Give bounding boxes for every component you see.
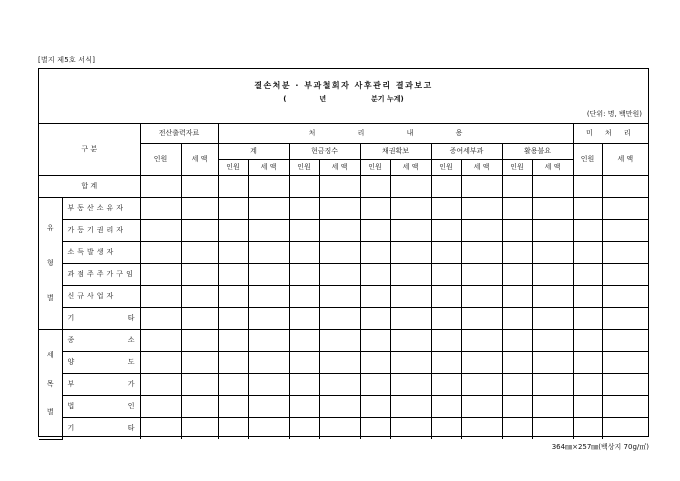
report-title: 결손처분 · 부과철회자 사후관리 결과보고 [254, 81, 433, 90]
group-label [39, 198, 62, 330]
data-cell[interactable] [461, 418, 502, 440]
data-cell[interactable] [431, 198, 461, 220]
row-label [62, 308, 140, 330]
data-cell[interactable] [390, 352, 431, 374]
data-cell[interactable] [319, 176, 360, 198]
data-cell[interactable] [602, 198, 648, 220]
data-cell[interactable] [461, 176, 502, 198]
group-label-char: 별 [46, 294, 54, 303]
data-cell[interactable] [390, 308, 431, 330]
data-cell[interactable] [532, 396, 573, 418]
data-cell[interactable] [218, 374, 248, 396]
data-cell[interactable] [573, 242, 602, 264]
data-cell[interactable] [218, 396, 248, 418]
group-label [39, 330, 62, 440]
data-cell[interactable] [461, 396, 502, 418]
category-header: 구 분 [39, 124, 140, 176]
data-cell[interactable] [431, 242, 461, 264]
data-cell[interactable] [218, 308, 248, 330]
period-open: ( [283, 95, 287, 103]
group-label-char: 형 [46, 258, 54, 267]
row-label [62, 330, 140, 352]
data-cell[interactable] [502, 286, 532, 308]
data-cell[interactable] [218, 198, 248, 220]
data-cell[interactable] [289, 374, 319, 396]
data-cell[interactable] [573, 418, 602, 440]
data-cell[interactable] [248, 330, 289, 352]
sub-persons-header: 인원 [218, 160, 248, 176]
row-label-start: 기 [67, 424, 75, 432]
row-label-end: 도 [127, 358, 135, 366]
data-cell[interactable] [140, 198, 181, 220]
data-cell[interactable] [319, 264, 360, 286]
row-label: 신규사업자 [62, 286, 140, 308]
data-cell[interactable] [502, 352, 532, 374]
row-label [62, 418, 140, 440]
unprocessed-persons-header: 인원 [573, 144, 602, 176]
data-cell[interactable] [248, 198, 289, 220]
data-cell[interactable] [502, 374, 532, 396]
data-cell[interactable] [602, 308, 648, 330]
data-cell[interactable] [140, 176, 181, 198]
data-cell[interactable] [360, 308, 390, 330]
data-cell[interactable] [360, 242, 390, 264]
data-cell[interactable] [360, 418, 390, 440]
report-table [39, 123, 648, 440]
data-cell[interactable] [360, 198, 390, 220]
row-label-start: 부 [67, 380, 75, 388]
data-cell[interactable] [289, 418, 319, 440]
data-cell[interactable] [319, 220, 360, 242]
data-cell[interactable] [181, 176, 218, 198]
data-cell[interactable] [360, 264, 390, 286]
data-cell[interactable] [181, 286, 218, 308]
row-label-end: 인 [127, 402, 135, 410]
period-quarter: 분기 누계) [371, 95, 404, 103]
sub-persons-header: 인원 [431, 160, 461, 176]
sub-header-bond: 채권확보 [360, 144, 431, 160]
data-cell[interactable] [532, 264, 573, 286]
data-cell[interactable] [289, 286, 319, 308]
report-frame [38, 68, 649, 437]
data-cell[interactable] [532, 242, 573, 264]
data-cell[interactable] [289, 242, 319, 264]
sub-persons-header: 인원 [289, 160, 319, 176]
data-cell[interactable] [140, 418, 181, 440]
data-cell[interactable] [248, 352, 289, 374]
data-cell[interactable] [218, 352, 248, 374]
data-cell[interactable] [502, 176, 532, 198]
data-cell[interactable] [140, 286, 181, 308]
data-cell[interactable] [573, 308, 602, 330]
data-cell[interactable] [532, 286, 573, 308]
group-label-char: 세 [46, 351, 54, 360]
data-cell[interactable] [573, 220, 602, 242]
data-cell[interactable] [602, 264, 648, 286]
sub-header-cash: 현금징수 [289, 144, 360, 160]
data-cell[interactable] [289, 198, 319, 220]
data-cell[interactable] [319, 374, 360, 396]
row-label-start: 양 [67, 358, 75, 366]
data-cell[interactable] [248, 220, 289, 242]
data-cell[interactable] [502, 198, 532, 220]
data-cell[interactable] [532, 374, 573, 396]
row-label-end: 타 [127, 314, 135, 322]
data-cell[interactable] [319, 308, 360, 330]
data-cell[interactable] [431, 396, 461, 418]
sub-tax-header: 세 액 [532, 160, 573, 176]
data-cell[interactable] [390, 264, 431, 286]
output-tax-header: 세 액 [181, 144, 218, 176]
data-cell[interactable] [248, 286, 289, 308]
data-cell[interactable] [360, 286, 390, 308]
data-cell[interactable] [319, 286, 360, 308]
data-cell[interactable] [140, 396, 181, 418]
data-cell[interactable] [248, 374, 289, 396]
data-cell[interactable] [360, 352, 390, 374]
sub-header-gift-tax: 증여세부과 [431, 144, 502, 160]
data-cell[interactable] [431, 352, 461, 374]
sub-persons-header: 인원 [360, 160, 390, 176]
data-cell[interactable] [218, 286, 248, 308]
row-label: 부동산소유자 [62, 198, 140, 220]
data-cell[interactable] [461, 352, 502, 374]
data-cell[interactable] [532, 176, 573, 198]
data-cell[interactable] [140, 220, 181, 242]
data-cell[interactable] [431, 286, 461, 308]
data-cell[interactable] [573, 330, 602, 352]
row-label-start: 기 [67, 314, 75, 322]
row-label: 과점주주가구임 [62, 264, 140, 286]
sub-header-total: 계 [218, 144, 289, 160]
data-cell[interactable] [319, 242, 360, 264]
data-cell[interactable] [602, 286, 648, 308]
data-cell[interactable] [573, 176, 602, 198]
data-cell[interactable] [289, 352, 319, 374]
data-cell[interactable] [602, 330, 648, 352]
data-cell[interactable] [181, 198, 218, 220]
data-cell[interactable] [602, 176, 648, 198]
sub-tax-header: 세 액 [390, 160, 431, 176]
row-label [62, 374, 140, 396]
data-cell[interactable] [573, 352, 602, 374]
data-cell[interactable] [218, 176, 248, 198]
data-cell[interactable] [360, 374, 390, 396]
data-cell[interactable] [532, 418, 573, 440]
data-cell[interactable] [289, 330, 319, 352]
data-cell[interactable] [573, 396, 602, 418]
data-cell[interactable] [319, 330, 360, 352]
row-label: 가등기권리자 [62, 220, 140, 242]
data-cell[interactable] [181, 330, 218, 352]
data-cell[interactable] [218, 242, 248, 264]
data-cell[interactable] [390, 220, 431, 242]
data-cell[interactable] [461, 308, 502, 330]
data-cell[interactable] [532, 198, 573, 220]
data-cell[interactable] [218, 418, 248, 440]
data-cell[interactable] [248, 308, 289, 330]
row-label: 소득발생자 [62, 242, 140, 264]
row-label-start: 법 [67, 402, 75, 410]
row-label-end: 타 [127, 424, 135, 432]
data-cell[interactable] [532, 308, 573, 330]
data-cell[interactable] [289, 396, 319, 418]
data-cell[interactable] [140, 242, 181, 264]
data-cell[interactable] [181, 242, 218, 264]
data-cell[interactable] [602, 220, 648, 242]
data-cell[interactable] [532, 330, 573, 352]
sub-persons-header: 인원 [502, 160, 532, 176]
data-cell[interactable] [140, 330, 181, 352]
data-cell[interactable] [181, 352, 218, 374]
data-cell[interactable] [502, 396, 532, 418]
data-cell[interactable] [390, 374, 431, 396]
row-label-start: 종 [67, 336, 75, 344]
data-cell[interactable] [181, 264, 218, 286]
sub-tax-header: 세 액 [319, 160, 360, 176]
data-cell[interactable] [602, 396, 648, 418]
row-label-end: 소 [127, 336, 135, 344]
data-cell[interactable] [602, 242, 648, 264]
data-cell[interactable] [181, 308, 218, 330]
computer-output-header: 전산출력자료 [140, 124, 218, 144]
unprocessed-header: 미 처 리 [573, 124, 648, 144]
unit-label: (단위: 명, 백만원) [586, 110, 642, 118]
data-cell[interactable] [461, 220, 502, 242]
form-id: [별지 제5호 서식] [38, 56, 96, 64]
data-cell[interactable] [390, 176, 431, 198]
data-cell[interactable] [319, 396, 360, 418]
data-cell[interactable] [248, 242, 289, 264]
data-cell[interactable] [140, 352, 181, 374]
row-label-end: 가 [127, 380, 135, 388]
data-cell[interactable] [289, 220, 319, 242]
data-cell[interactable] [390, 286, 431, 308]
output-persons-header: 인원 [140, 144, 181, 176]
data-cell[interactable] [502, 264, 532, 286]
unprocessed-tax-header: 세 액 [602, 144, 648, 176]
paper-spec: 364㎜×257㎜(백상지 70g/㎡) [551, 443, 649, 451]
data-cell[interactable] [431, 374, 461, 396]
data-cell[interactable] [431, 176, 461, 198]
data-cell[interactable] [248, 264, 289, 286]
data-cell[interactable] [502, 308, 532, 330]
data-cell[interactable] [248, 176, 289, 198]
data-cell[interactable] [181, 374, 218, 396]
data-cell[interactable] [502, 418, 532, 440]
data-cell[interactable] [289, 264, 319, 286]
data-cell[interactable] [602, 352, 648, 374]
data-cell[interactable] [218, 330, 248, 352]
sub-tax-header: 세 액 [248, 160, 289, 176]
row-label [62, 396, 140, 418]
data-cell[interactable] [140, 264, 181, 286]
data-cell[interactable] [319, 198, 360, 220]
data-cell[interactable] [181, 220, 218, 242]
data-cell[interactable] [360, 396, 390, 418]
period-year: 년 [319, 95, 327, 103]
data-cell[interactable] [602, 418, 648, 440]
data-cell[interactable] [502, 330, 532, 352]
data-cell[interactable] [573, 374, 602, 396]
data-cell[interactable] [390, 242, 431, 264]
data-cell[interactable] [573, 264, 602, 286]
data-cell[interactable] [502, 242, 532, 264]
data-cell[interactable] [431, 308, 461, 330]
data-cell[interactable] [360, 220, 390, 242]
data-cell[interactable] [573, 286, 602, 308]
data-cell[interactable] [461, 330, 502, 352]
report-period [39, 94, 648, 104]
data-cell[interactable] [573, 198, 602, 220]
data-cell[interactable] [360, 176, 390, 198]
data-cell[interactable] [461, 198, 502, 220]
data-cell[interactable] [461, 286, 502, 308]
data-cell[interactable] [502, 220, 532, 242]
data-cell[interactable] [390, 418, 431, 440]
data-cell[interactable] [319, 352, 360, 374]
sub-tax-header: 세 액 [461, 160, 502, 176]
data-cell[interactable] [218, 264, 248, 286]
data-cell[interactable] [360, 330, 390, 352]
data-cell[interactable] [248, 418, 289, 440]
data-cell[interactable] [431, 264, 461, 286]
data-cell[interactable] [140, 308, 181, 330]
group-label-char: 유 [46, 223, 54, 232]
group-label-char: 목 [46, 379, 54, 388]
processing-header: 처 리 내 용 [218, 124, 573, 144]
data-cell[interactable] [140, 374, 181, 396]
total-label: 합 계 [39, 176, 140, 198]
data-cell[interactable] [461, 264, 502, 286]
data-cell[interactable] [390, 198, 431, 220]
data-cell[interactable] [289, 176, 319, 198]
data-cell[interactable] [532, 220, 573, 242]
data-cell[interactable] [218, 220, 248, 242]
data-cell[interactable] [181, 396, 218, 418]
data-cell[interactable] [431, 220, 461, 242]
data-cell[interactable] [319, 418, 360, 440]
group-label-char: 별 [46, 408, 54, 417]
data-cell[interactable] [289, 308, 319, 330]
data-cell[interactable] [532, 352, 573, 374]
data-cell[interactable] [390, 396, 431, 418]
data-cell[interactable] [431, 330, 461, 352]
data-cell[interactable] [181, 418, 218, 440]
row-label [62, 352, 140, 374]
data-cell[interactable] [461, 242, 502, 264]
data-cell[interactable] [390, 330, 431, 352]
data-cell[interactable] [602, 374, 648, 396]
data-cell[interactable] [431, 418, 461, 440]
data-cell[interactable] [461, 374, 502, 396]
data-cell[interactable] [248, 396, 289, 418]
sub-header-unneeded: 활용불요 [502, 144, 573, 160]
